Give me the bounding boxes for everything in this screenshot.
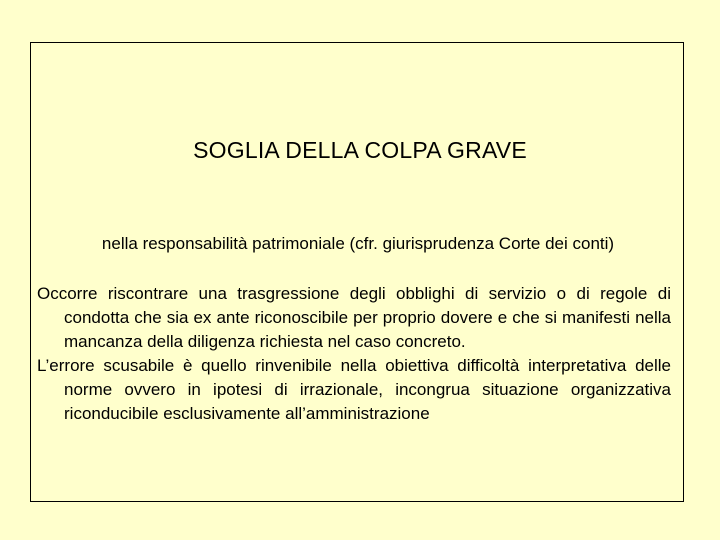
paragraph-errore-scusabile: L’errore scusabile è quello rinvenibile nella obiettiva difficoltà interpretativa delle norme ovvero in ipotesi di irrazionale, incongrua situazione organizzativa riconducibile esclusivamente all’amministrazione	[37, 356, 671, 423]
slide-body	[37, 282, 671, 426]
slide-frame	[30, 42, 684, 502]
paragraph-colpa-grave: Occorre riscontrare una trasgressione degli obblighi di servizio o di regole di condotta che sia ex ante riconoscibile per proprio dovere e che si manifesti nella mancanza della diligenza richiesta nel caso concreto.	[37, 284, 671, 351]
slide-subtitle: nella responsabilità patrimoniale (cfr. giurisprudenza Corte dei conti)	[101, 234, 615, 253]
slide-title: SOGLIA DELLA COLPA GRAVE	[193, 137, 527, 163]
